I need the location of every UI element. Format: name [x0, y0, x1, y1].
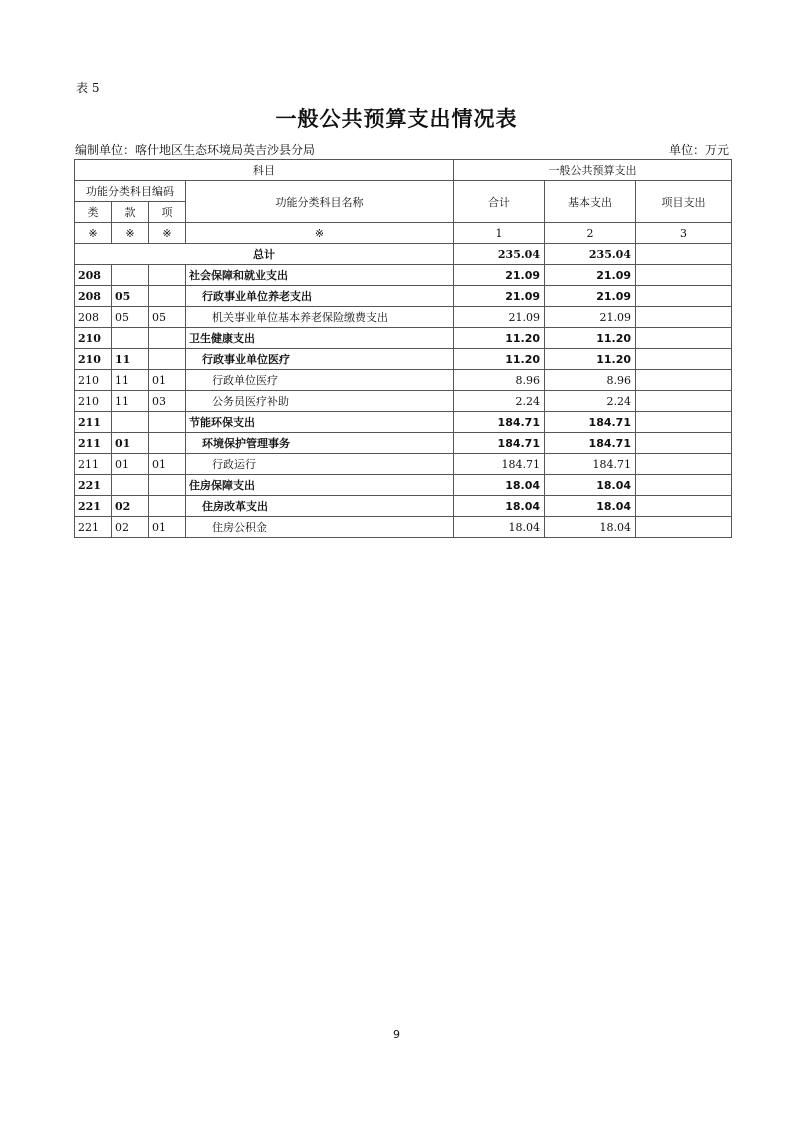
- kuan-cell: 01: [112, 454, 149, 475]
- xiang-header: 项: [149, 202, 186, 223]
- marker-cell: ※: [112, 223, 149, 244]
- project-cell: [636, 433, 732, 454]
- basic-cell: 11.20: [545, 328, 636, 349]
- budget-header: 一般公共预算支出: [454, 160, 732, 181]
- table-row: [75, 454, 732, 475]
- lei-cell: 221: [75, 496, 112, 517]
- project-cell: [636, 265, 732, 286]
- total-cell: 184.71: [454, 412, 545, 433]
- xiang-cell: 03: [149, 391, 186, 412]
- lei-cell: 211: [75, 412, 112, 433]
- project-cell: [636, 496, 732, 517]
- lei-cell: 211: [75, 433, 112, 454]
- name-cell: 住房公积金: [186, 517, 454, 538]
- name-cell: 行政事业单位养老支出: [186, 286, 454, 307]
- project-cell: [636, 349, 732, 370]
- xiang-cell: [149, 412, 186, 433]
- total-cell: 184.71: [454, 433, 545, 454]
- project-cell: [636, 412, 732, 433]
- name-cell: 卫生健康支出: [186, 328, 454, 349]
- name-cell: 行政运行: [186, 454, 454, 475]
- basic-cell: 8.96: [545, 370, 636, 391]
- table-number: 表 5: [76, 81, 100, 95]
- marker-row: [75, 223, 732, 244]
- table-row: [75, 349, 732, 370]
- kuan-cell: 05: [112, 286, 149, 307]
- lei-cell: 208: [75, 286, 112, 307]
- lei-cell: 210: [75, 370, 112, 391]
- table-row: [75, 475, 732, 496]
- kuan-cell: [112, 412, 149, 433]
- total-header: 合计: [454, 181, 545, 223]
- kuan-header: 款: [112, 202, 149, 223]
- kuan-cell: 02: [112, 517, 149, 538]
- basic-cell: 18.04: [545, 475, 636, 496]
- table-row: [75, 517, 732, 538]
- lei-cell: 210: [75, 391, 112, 412]
- table-row: [75, 412, 732, 433]
- marker-cell: ※: [75, 223, 112, 244]
- basic-cell: 2.24: [545, 391, 636, 412]
- project-cell: [636, 370, 732, 391]
- xiang-cell: 01: [149, 517, 186, 538]
- basic-cell: 184.71: [545, 454, 636, 475]
- name-cell: 住房保障支出: [186, 475, 454, 496]
- meta-row: [75, 141, 729, 157]
- total-cell: 21.09: [454, 265, 545, 286]
- basic-header: 基本支出: [545, 181, 636, 223]
- project-cell: [636, 391, 732, 412]
- basic-cell: 21.09: [545, 307, 636, 328]
- lei-cell: 210: [75, 328, 112, 349]
- kuan-cell: 11: [112, 370, 149, 391]
- total-cell: 11.20: [454, 349, 545, 370]
- basic-cell: 21.09: [545, 265, 636, 286]
- total-cell: 18.04: [454, 496, 545, 517]
- xiang-cell: [149, 475, 186, 496]
- budget-table: [74, 159, 732, 538]
- total-cell: 11.20: [454, 328, 545, 349]
- header-row-2: [75, 181, 732, 202]
- total-cell: 21.09: [454, 307, 545, 328]
- name-header: 功能分类科目名称: [186, 181, 454, 223]
- name-cell: 行政单位医疗: [186, 370, 454, 391]
- kuan-cell: 02: [112, 496, 149, 517]
- basic-cell: 18.04: [545, 496, 636, 517]
- kuan-cell: [112, 265, 149, 286]
- xiang-cell: 01: [149, 370, 186, 391]
- table-row: [75, 307, 732, 328]
- project-cell: [636, 307, 732, 328]
- marker-cell: 1: [454, 223, 545, 244]
- marker-cell: ※: [149, 223, 186, 244]
- lei-cell: 221: [75, 517, 112, 538]
- project-header: 项目支出: [636, 181, 732, 223]
- name-cell: 环境保护管理事务: [186, 433, 454, 454]
- subject-header: 科目: [75, 160, 454, 181]
- page-title: 一般公共预算支出情况表: [275, 106, 518, 131]
- code-group-header: 功能分类科目编码: [75, 181, 186, 202]
- table-row: [75, 391, 732, 412]
- project-cell: [636, 286, 732, 307]
- marker-cell: ※: [186, 223, 454, 244]
- name-cell: 节能环保支出: [186, 412, 454, 433]
- name-cell: 机关事业单位基本养老保险缴费支出: [186, 307, 454, 328]
- table-row: [75, 328, 732, 349]
- project-cell: [636, 328, 732, 349]
- xiang-cell: [149, 286, 186, 307]
- total-cell: 18.04: [454, 517, 545, 538]
- kuan-cell: 11: [112, 349, 149, 370]
- lei-header: 类: [75, 202, 112, 223]
- total-cell: 8.96: [454, 370, 545, 391]
- basic-cell: 18.04: [545, 517, 636, 538]
- table-row: [75, 496, 732, 517]
- header-row-1: [75, 160, 732, 181]
- table-row: [75, 286, 732, 307]
- total-cell: 184.71: [454, 454, 545, 475]
- project-cell: [636, 454, 732, 475]
- basic-cell: 184.71: [545, 412, 636, 433]
- kuan-cell: 05: [112, 307, 149, 328]
- xiang-cell: 05: [149, 307, 186, 328]
- total-project: [636, 244, 732, 265]
- total-row: [75, 244, 732, 265]
- name-cell: 社会保障和就业支出: [186, 265, 454, 286]
- organization-label: 编制单位：喀什地区生态环境局英吉沙县分局: [75, 143, 316, 157]
- page-number: 9: [393, 1028, 400, 1041]
- project-cell: [636, 475, 732, 496]
- kuan-cell: [112, 328, 149, 349]
- total-basic: 235.04: [545, 244, 636, 265]
- xiang-cell: [149, 328, 186, 349]
- total-amount: 235.04: [454, 244, 545, 265]
- lei-cell: 210: [75, 349, 112, 370]
- marker-cell: 2: [545, 223, 636, 244]
- basic-cell: 21.09: [545, 286, 636, 307]
- xiang-cell: [149, 433, 186, 454]
- total-cell: 21.09: [454, 286, 545, 307]
- lei-cell: 221: [75, 475, 112, 496]
- table-row: [75, 370, 732, 391]
- xiang-cell: [149, 496, 186, 517]
- xiang-cell: [149, 265, 186, 286]
- kuan-cell: 01: [112, 433, 149, 454]
- lei-cell: 211: [75, 454, 112, 475]
- table-row: [75, 433, 732, 454]
- total-cell: 2.24: [454, 391, 545, 412]
- project-cell: [636, 517, 732, 538]
- lei-cell: 208: [75, 307, 112, 328]
- name-cell: 公务员医疗补助: [186, 391, 454, 412]
- lei-cell: 208: [75, 265, 112, 286]
- name-cell: 行政事业单位医疗: [186, 349, 454, 370]
- kuan-cell: 11: [112, 391, 149, 412]
- kuan-cell: [112, 475, 149, 496]
- xiang-cell: [149, 349, 186, 370]
- marker-cell: 3: [636, 223, 732, 244]
- basic-cell: 11.20: [545, 349, 636, 370]
- name-cell: 住房改革支出: [186, 496, 454, 517]
- basic-cell: 184.71: [545, 433, 636, 454]
- unit-label: 单位：万元: [668, 143, 729, 157]
- xiang-cell: 01: [149, 454, 186, 475]
- total-cell: 18.04: [454, 475, 545, 496]
- total-label: 总计: [75, 244, 454, 265]
- table-row: [75, 265, 732, 286]
